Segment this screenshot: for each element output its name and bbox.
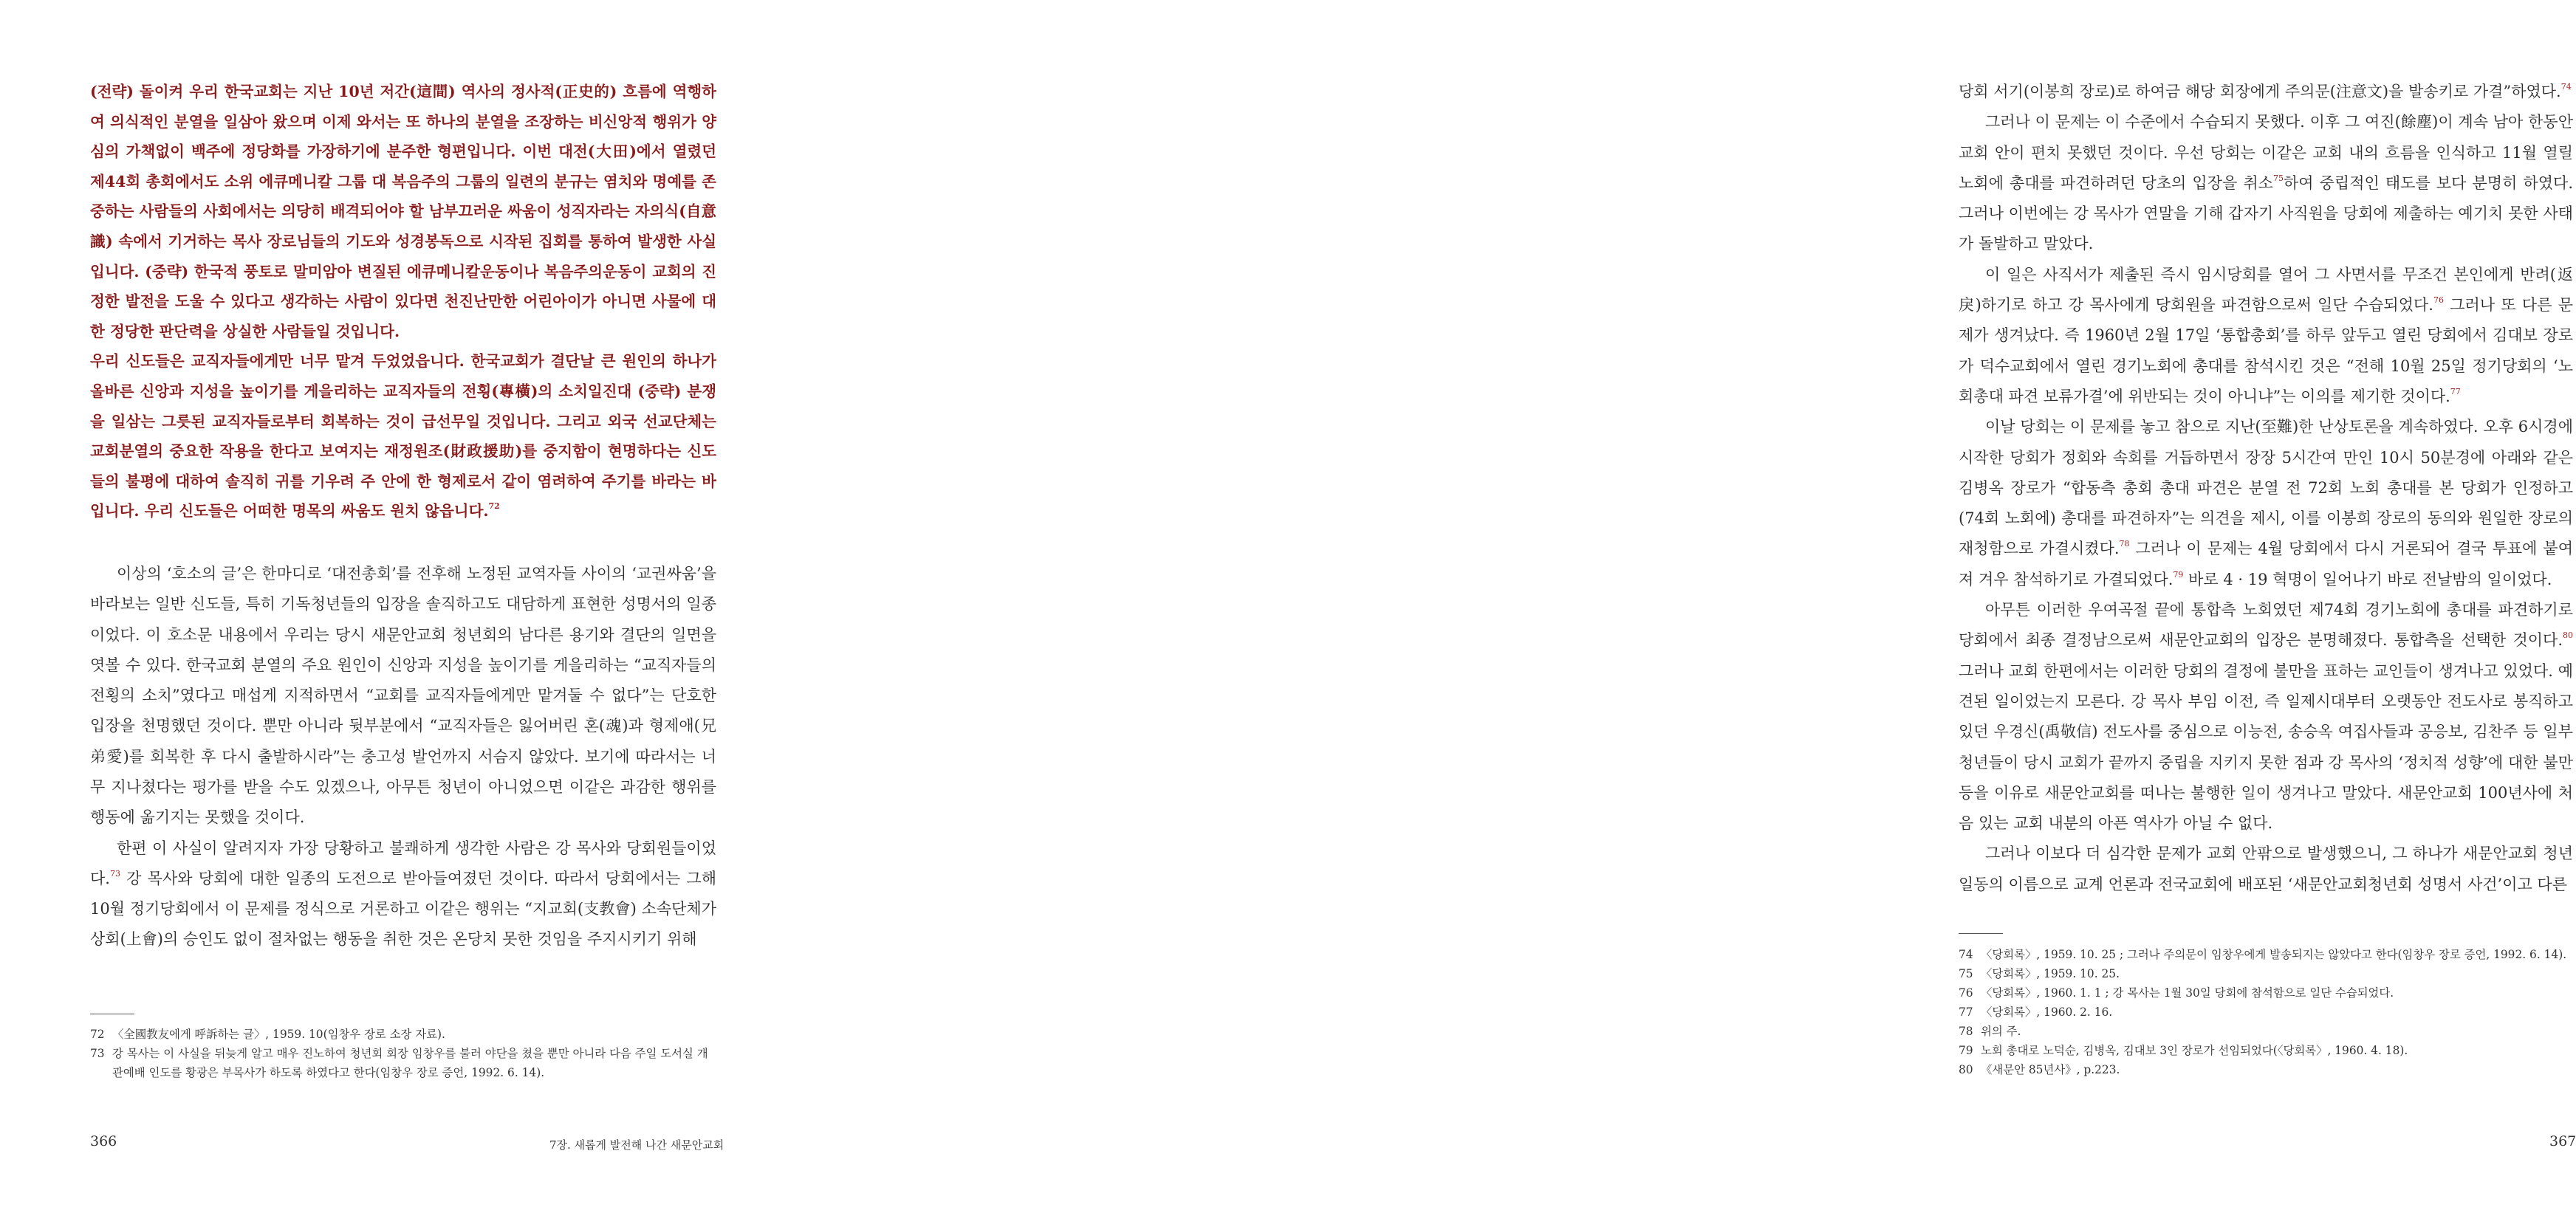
footnote-ref-79[interactable]: 79 [2173, 569, 2184, 580]
footnote-divider [1959, 933, 2003, 934]
footnote-ref-76[interactable]: 76 [2433, 295, 2444, 306]
footnote-ref-73[interactable]: 73 [109, 868, 120, 879]
left-body [90, 559, 716, 955]
paragraph-text: 그러나 교회 한편에서는 이러한 당회의 결정에 불만을 표하는 교인들이 생겨나고 있었다. 예견된 일이었는지 모른다. 강 목사 부임 이전, 즉 일제시대부터 오랫동안 전도사로 봉직하고 있던 우경신(禹敬信) 전도사를 중심으로 이능전, 송승옥 여집사들과 공응보, 김찬주 등 일부 청년들이 당시 교회가 끝까지 중립을 지키지 못한 점과 강 목사의 ‘정치적 성향’에 대한 불만 등을 이유로 새문안교회를 떠나는 불행한 일이 생겨나고 말았다. 새문안교회 100년사에 처음 있는 교회 내분의 아픈 역사가 아닐 수 없다. [1959, 661, 2573, 833]
quote-paragraph-1: (전략) 돌이켜 우리 한국교회는 지난 10년 저간(這間) 역사의 정사적(正史的) 흐름에 역행하여 의식적인 분열을 일삼아 왔으며 이제 와서는 또 하나의 분열을 조장하는 비신앙적 행위가 양심의 가책없이 백주에 정당화를 가장하기에 분주한 형편입니다. 이번 대전(大田)에서 열렸던 제44회 총회에서도 소위 에큐메니칼 그룹 대 복음주의 그룹의 일련의 분규는 염치와 명예를 존중하는 사람들의 사회에서는 의당히 배격되어야 할 남부끄러운 싸움이 성직자라는 자의식(自意識) 속에서 기거하는 목사 장로님들의 기도와 성경봉독으로 시작된 집회를 통하여 발생한 사실입니다. (중략) 한국적 풍토로 말미암아 변질된 에큐메니칼운동이나 복음주의운동이 교회의 진정한 발전을 도울 수 있다고 생각하는 사람이 있다면 천진난만한 어린아이가 아니면 사물에 대한 정당한 판단력을 상실한 사람들일 것입니다. [90, 83, 716, 340]
footnote-ref-77[interactable]: 77 [2450, 386, 2461, 396]
footnote-number: 73 [90, 1047, 105, 1060]
footnote-number: 80 [1959, 1063, 1973, 1076]
body-paragraph [1959, 77, 2573, 107]
left-text-column [90, 77, 716, 955]
left-page [0, 0, 886, 1210]
page-number: 367 [2549, 1133, 2576, 1149]
right-footnotes [1959, 945, 2573, 1079]
quote-paragraph-2-text: 우리 신도들은 교직자들에게만 너무 맡겨 두었었읍니다. 한국교회가 결단날 큰 원인의 하나가 올바른 신앙과 지성을 높이기를 게을리하는 교직자들의 전횡(專橫)의 소치일진대 (중략) 분쟁을 일삼는 그릇된 교직자들로부터 회복하는 것이 급선무일 것입니다. 그리고 외국 선교단체는 교회분열의 중요한 작용을 한다고 보여지는 재정원조(財政援助)를 중지함이 현명하다는 신도들의 불평에 대하여 솔직히 귀를 기우려 주 안에 한 형제로서 같이 염려하여 주기를 바라는 바입니다. 우리 신도들은 어떠한 명목의 싸움도 원치 않읍니다. [90, 352, 716, 520]
right-text-column [1959, 77, 2573, 900]
footnote-ref-78[interactable]: 78 [2119, 539, 2130, 549]
footnote-80 [1959, 1060, 2573, 1079]
footnote-number: 72 [90, 1028, 105, 1041]
quoted-appeal [90, 77, 716, 526]
footnote-number: 75 [1959, 967, 1973, 980]
footnote-text: 〈당회록〉, 1960. 2. 16. [1981, 1006, 2113, 1019]
footnote-ref-74[interactable]: 74 [2560, 82, 2572, 92]
paragraph-text: 그러나 이 문제는 4월 당회에서 다시 거론되어 결국 투표에 붙여져 겨우 참석하기로 가결되었다. [1959, 540, 2573, 588]
body-paragraph [1959, 595, 2573, 839]
footnote-text: 위의 주. [1981, 1025, 2021, 1038]
footnote-number: 74 [1959, 948, 1973, 961]
footnote-79 [1959, 1041, 2573, 1060]
footnote-text: 〈全國教友에게 呼訴하는 글〉, 1959. 10(임창우 장로 소장 자료). [112, 1028, 445, 1041]
footnote-number: 78 [1959, 1025, 1973, 1038]
paragraph-text: 바로 4 · 19 혁명이 일어나기 바로 전날밤의 일이었다. [2183, 570, 2552, 588]
right-body [1959, 77, 2573, 900]
footnote-text: 《새문안 85년사》, p.223. [1981, 1063, 2120, 1076]
paragraph-text: 그러나 이 문제는 이 수준에서 수습되지 못했다. 이후 그 여진(餘塵)이 계속 남아 한동안 교회 안이 편치 못했던 것이다. 우선 당회는 이같은 교회 내의 흐름을 인식하고 11월 열릴 노회에 총대를 파견하려던 당초의 입장을 취소 [1959, 113, 2573, 192]
footnote-72 [90, 1025, 716, 1044]
running-head: 7장. 새롭게 발전해 나간 새문안교회 [549, 1138, 724, 1152]
body-paragraph-2-text-a: 한편 이 사실이 알려지자 가장 당황하고 불쾌하게 생각한 사람은 강 목사와 당회원들이었다. [90, 839, 716, 887]
footnote-78 [1959, 1022, 2573, 1041]
page-number: 366 [90, 1133, 117, 1149]
paragraph-text: 이날 당회는 이 문제를 놓고 참으로 지난(至難)한 난상토론을 계속하였다. 오후 6시경에 시작한 당회가 정회와 속회를 거듭하면서 장장 5시간여 만인 10시 50분경에 아래와 같은 김병옥 장로가 “합동측 총회 총대 파견은 분열 전 72회 노회 총대를 본 당회가 인정하고 (74회 노회에) 총대를 파견하자”는 의견을 제시, 이를 이봉희 장로의 동의와 원일한 장로의 재청함으로 가결시켰다. [1959, 418, 2573, 558]
body-paragraph-1: 이상의 ‘호소의 글’은 한마디로 ‘대전총회’를 전후해 노정된 교역자들 사이의 ‘교권싸움’을 바라보는 일반 신도들, 특히 기독청년들의 입장을 솔직하고도 대담하게 표현한 성명서의 일종이었다. 이 호소문 내용에서 우리는 당시 새문안교회 청년회의 남다른 용기와 결단의 일면을 엿볼 수 있다. 한국교회 분열의 주요 원인이 신앙과 지성을 높이기를 게을리하는 “교직자들의 전횡의 소치”였다고 매섭게 지적하면서 “교회를 교직자들에게만 맡겨둘 수 없다”는 단호한 입장을 천명했던 것이다. 뿐만 아니라 뒷부분에서 “교직자들은 잃어버린 혼(魂)과 형제애(兄弟愛)를 회복한 후 다시 출발하시라”는 충고성 발언까지 서슴지 않았다. 보기에 따라서는 너무 지나쳤다는 평가를 받을 수도 있겠으나, 아무튼 청년이 아니었으면 이같은 과감한 행위를 행동에 옮기지는 못했을 것이다. [90, 564, 716, 827]
body-paragraph-2 [90, 833, 716, 955]
footnote-75 [1959, 964, 2573, 983]
footnote-ref-72[interactable]: 72 [488, 501, 500, 512]
body-paragraph [1959, 839, 2573, 900]
body-paragraph [1959, 412, 2573, 595]
body-paragraph [1959, 107, 2573, 259]
right-page [886, 0, 2576, 1210]
footnote-77 [1959, 1003, 2573, 1022]
footnote-74 [1959, 945, 2573, 964]
body-paragraph-2-text-b: 강 목사와 당회에 대한 일종의 도전으로 받아들여졌던 것이다. 따라서 당회에서는 그해 10월 정기당회에서 이 문제를 정식으로 거론하고 이같은 행위는 “지교회(支教會) 소속단체가 상회(上會)의 승인도 없이 절차없는 행동을 취한 것은 온당치 못한 것임을 주지시키기 위해 [90, 869, 716, 949]
footnote-text: 〈당회록〉, 1959. 10. 25 ; 그러나 주의문이 임창우에게 발송되지는 않았다고 한다(임창우 장로 증언, 1992. 6. 14). [1981, 948, 2567, 961]
footnote-76 [1959, 983, 2573, 1003]
footnote-text: 〈당회록〉, 1960. 1. 1 ; 강 목사는 1월 30일 당회에 참석함으로 일단 수습되었다. [1981, 986, 2394, 1000]
footnote-73 [90, 1044, 716, 1082]
paragraph-text: 그러나 또 다른 문제가 생겨났다. 즉 1960년 2월 17일 ‘통합총회’를 하루 앞두고 열린 당회에서 김대보 장로가 덕수교회에서 열린 경기노회에 총대를 참석시킨 것은 “전해 10월 25일 정기당회의 ‘노회총대 파견 보류가결’에 위반되는 것이 아니냐”는 이의를 제기한 것이다. [1959, 296, 2573, 405]
left-footnotes [90, 1025, 716, 1082]
footnote-ref-80[interactable]: 80 [2563, 630, 2573, 641]
paragraph-text: 그러나 이보다 더 심각한 문제가 교회 안팎으로 발생했으니, 그 하나가 새문안교회 청년 일동의 이름으로 교계 언론과 전국교회에 배포된 ‘새문안교회청년회 성명서 사건’이고 다른 [1959, 845, 2573, 893]
footnote-text: 〈당회록〉, 1959. 10. 25. [1981, 967, 2120, 980]
paragraph-text: 하여 중립적인 태도를 보다 분명히 하였다. 그러나 이번에는 강 목사가 연말을 기해 갑자기 사직원을 당회에 제출하는 예기치 못한 사태가 돌발하고 말았다. [1959, 173, 2573, 253]
quote-paragraph-2 [90, 346, 716, 526]
footnote-number: 79 [1959, 1044, 1973, 1057]
footnote-number: 77 [1959, 1006, 1973, 1019]
footnote-ref-75[interactable]: 75 [2272, 173, 2284, 183]
paragraph-text: 당회 서기(이봉희 장로)로 하여금 해당 회장에게 주의문(注意文)을 발송키로 가결”하였다. [1959, 83, 2561, 100]
footnote-text: 노회 총대로 노덕순, 김병옥, 김대보 3인 장로가 선임되었다(〈당회록〉, 1960. 4. 18). [1981, 1044, 2408, 1057]
footnote-text: 강 목사는 이 사실을 뒤늦게 알고 매우 진노하여 청년회 회장 임창우를 불러 야단을 쳤을 뿐만 아니라 다음 주일 도서실 개관예배 인도를 황광은 부목사가 하도록 하였다고 한다(임창우 장로 증언, 1992. 6. 14). [112, 1047, 708, 1079]
footnote-number: 76 [1959, 986, 1973, 1000]
paragraph-text: 이 일은 사직서가 제출된 즉시 임시당회를 열어 그 사면서를 무조건 본인에게 반려(返戾)하기로 하고 강 목사에게 당회원을 파견함으로써 일단 수습되었다. [1959, 265, 2573, 314]
paragraph-text: 아무튼 이러한 우여곡절 끝에 통합측 노회였던 제74회 경기노회에 총대를 파견하기로 당회에서 최종 결정남으로써 새문안교회의 입장은 분명해졌다. 통합측을 선택한 것이다. [1959, 601, 2573, 650]
body-paragraph [1959, 260, 2573, 412]
